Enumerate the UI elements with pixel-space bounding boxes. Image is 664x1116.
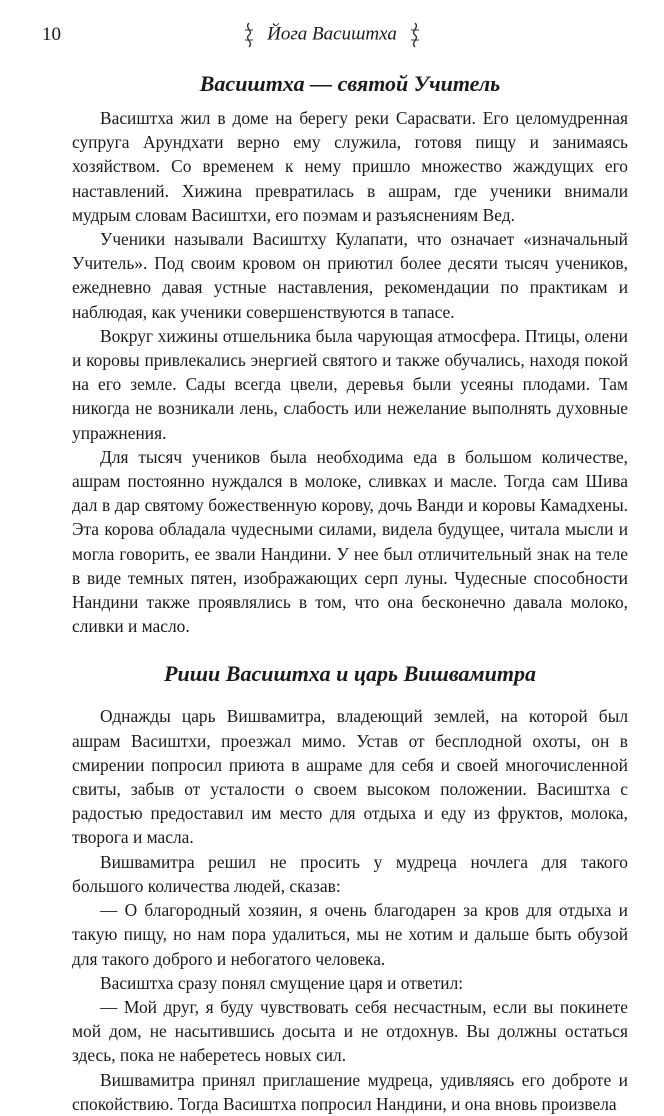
flourish-left-icon <box>242 22 256 48</box>
paragraph: Ученики называли Васиштху Кулапати, что означает «изначальный Учитель». Под своим кровом он приютил более десяти тысяч учеников, ежедневно давая устные наставления, рекомендации по практикам и наблюдая, как ученики совершенствуются в тапасе. <box>72 229 628 322</box>
running-title-line <box>0 22 664 48</box>
paragraph: Васиштха сразу понял смущение царя и ответил: <box>100 972 464 993</box>
paragraph: Однажды царь Вишвамитра, владеющий землей, на которой был ашрам Васиштхи, проезжал мимо. Устав от бесплодной охоты, он в смирении попросил приюта в ашраме для себя и своей многочисленной свиты, забыв от усталости о своем высоком положении. Васиштха с радостью предоставил им место для отдыха и еду из фруктов, молока, творога и масла. <box>72 706 628 848</box>
flourish-right-icon <box>408 22 422 48</box>
paragraph: Вишвамитра решил не просить у мудреца ночлега для такого большого количества людей, сказав: <box>72 851 628 896</box>
dialogue-paragraph: — Мой друг, я буду чувствовать себя несчастным, если вы покинете мой дом, не насытившись досыта и не отдохнув. Вы должны остаться здесь, пока не наберетесь новых сил. <box>72 996 628 1066</box>
paragraph: Васиштха жил в доме на берегу реки Сарасвати. Его целомудренная супруга Арундхати верно ему служила, готовя пищу и занимаясь хозяйством. Со временем к нему пришло множество жаждущих его наставлений. Хижина превратилась в ашрам, где ученики внимали мудрым словам Васиштхи, его поэмам и разъяснениям Вед. <box>72 108 628 225</box>
running-title: Йога Васиштха <box>267 23 397 45</box>
page-header <box>0 18 664 54</box>
main-text <box>72 68 628 1116</box>
paragraph: Вишвамитра принял приглашение мудреца, удивляясь его доброте и спокойствию. Тогда Васиштха попросил Нандини, и она вновь произвела <box>72 1069 628 1114</box>
section-title: Васиштха — святой Учитель <box>199 71 501 96</box>
page-number: 10 <box>42 24 61 45</box>
paragraph: Вокруг хижины отшельника была чарующая атмосфера. Птицы, олени и коровы привлекались энергией святого и также обучались, находя покой на его земле. Сады всегда цвели, деревья были усеяны плодами. Там никогда не возникали лень, слабость или нежелание выполнять духовные упражнения. <box>72 325 628 443</box>
paragraph: Для тысяч учеников была необходима еда в большом количестве, ашрам постоянно нуждался в молоке, сливках и масле. Тогда сам Шива дал в дар святому божественную корову, дочь Ванди и коровы Камадхены. Эта корова обладала чудесными силами, видела будущее, читала мысли и могла говорить, ее звали Нандини. У нее был отличительный знак на теле в виде темных пятен, изображающих серп луны. Чудесные способности Нандини также проявлялись в том, что она бесконечно давала молоко, сливки и масло. <box>72 446 628 637</box>
section-title: Риши Васиштха и царь Вишвамитра <box>164 661 536 687</box>
dialogue-paragraph: — О благородный хозяин, я очень благодарен за кров для отдыха и такую пищу, но нам пора удалиться, мы не хотим и дальше быть обузой для такого доброго и небогатого человека. <box>72 900 628 969</box>
